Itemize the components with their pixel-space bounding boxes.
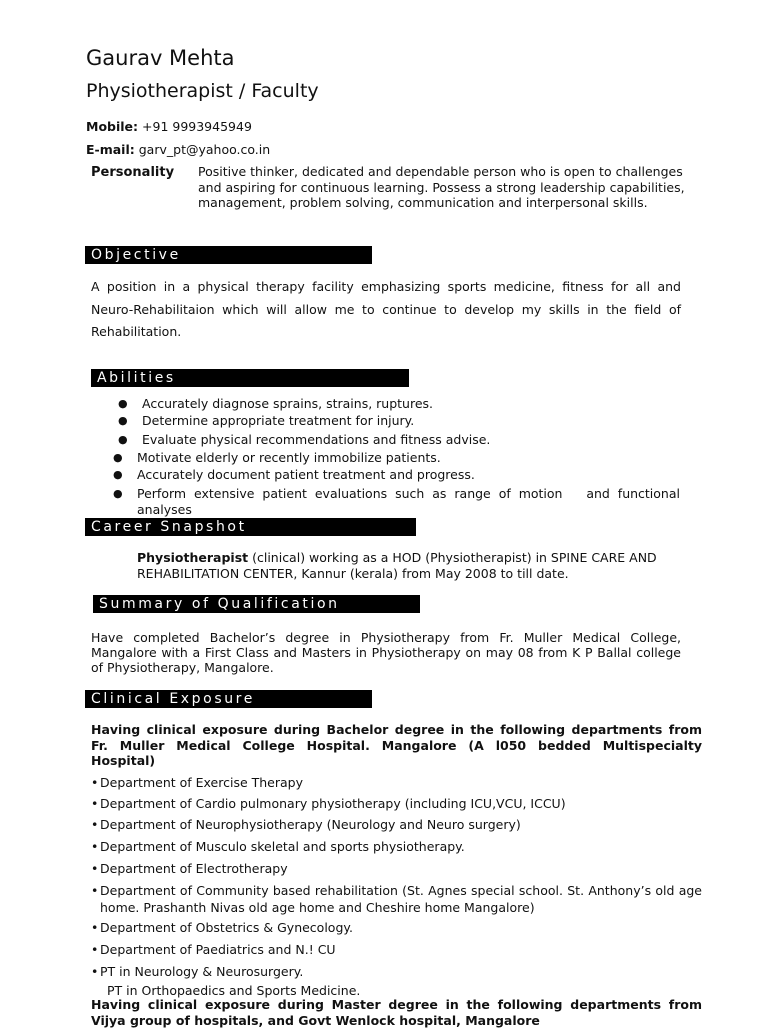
clinical-item: • Department of Cardio pulmonary physiotherapy (including ICU,VCU, ICCU) <box>91 796 566 811</box>
job-title: Physiotherapist / Faculty <box>86 80 319 102</box>
ability-item: Accurately document patient treatment and progress. <box>137 467 475 482</box>
mobile-label: Mobile: <box>86 119 139 134</box>
clinical-item: • Department of Paediatrics and N.! CU <box>91 942 336 957</box>
clinical-item: • Department of Electrotherapy <box>91 861 288 876</box>
bullet-icon: • <box>91 839 99 854</box>
mobile-line <box>86 119 252 134</box>
summary-text: Have completed Bachelor’s degree in Physiotherapy from Fr. Muller Medical College, Mangalore with a First Class and Masters in Physiotherapy on may 08 from K P Ballal college of Physiotherapy, Mangalore. <box>91 630 681 675</box>
clinical-heading: Clinical Exposure <box>85 690 372 708</box>
bullet-icon: ● <box>118 433 128 446</box>
bullet-icon: • <box>91 861 99 876</box>
clinical-item: • Department of Exercise Therapy <box>91 775 304 790</box>
clinical-bachelor-intro: Having clinical exposure during Bachelor degree in the following departments from Fr. Muller Medical College Hospital. Mangalore (A l050 bedded Multispecialty Hospital) <box>91 722 702 768</box>
abilities-heading: Abilities <box>91 369 409 387</box>
personality-label: Personality <box>91 165 175 180</box>
clinical-extra-line: PT in Orthopaedics and Sports Medicine. <box>107 983 361 998</box>
bullet-icon: ● <box>113 487 123 500</box>
candidate-name: Gaurav Mehta <box>86 46 235 70</box>
clinical-item: • PT in Neurology & Neurosurgery. <box>91 964 304 979</box>
bullet-icon: • <box>91 796 99 811</box>
mobile-number: +91 9993945949 <box>142 119 252 134</box>
career-heading: Career Snapshot <box>85 518 416 536</box>
objective-text: A position in a physical therapy facility emphasizing sports medicine, fitness for all and Neuro-Rehabilitaion which will allow me to continue to develop my skills in the field of Rehabilitation. <box>91 279 681 339</box>
objective-heading: Objective <box>85 246 372 264</box>
bullet-icon: • <box>91 920 99 935</box>
bullet-icon: ● <box>118 414 128 427</box>
bullet-icon: • <box>91 883 99 898</box>
email-address: garv_pt@yahoo.co.in <box>138 142 271 157</box>
career-details: (clinical) working as a HOD (Physiotherapist) in SPINE CARE AND REHABILITATION CENTER, Kannur (kerala) from May 2008 to till date. <box>137 550 657 581</box>
ability-item: Determine appropriate treatment for injury. <box>142 413 415 428</box>
summary-heading: Summary of Qualification <box>93 595 420 613</box>
ability-item: Perform extensive patient evaluations such as range of motion and functional <box>137 486 680 501</box>
ability-item: Motivate elderly or recently immobilize patients. <box>137 450 441 465</box>
career-role: Physiotherapist <box>137 550 249 565</box>
email-line <box>86 142 270 157</box>
personality-text: Positive thinker, dedicated and dependable person who is open to challenges and aspiring for continuous learning. Possess a strong leadership capabilities, management, problem solving, communication and interpersonal skills. <box>198 164 685 210</box>
clinical-master-intro: Having clinical exposure during Master degree in the following departments from Vijya group of hospitals, and Govt Wenlock hospital, Mangalore <box>91 997 702 1028</box>
clinical-item: • Department of Community based rehabilitation (St. Agnes special school. St. Anthony’s old age home. Prashanth Nivas old age home and Cheshire home Mangalore) <box>91 883 702 915</box>
bullet-icon: • <box>91 942 99 957</box>
ability-item: Accurately diagnose sprains, strains, ruptures. <box>142 396 434 411</box>
bullet-icon: • <box>91 775 99 790</box>
clinical-item: • Department of Musculo skeletal and sports physiotherapy. <box>91 839 465 854</box>
clinical-item: • Department of Neurophysiotherapy (Neurology and Neuro surgery) <box>91 817 521 832</box>
career-text <box>137 550 682 581</box>
bullet-icon: • <box>91 964 99 979</box>
email-label: E-mail: <box>86 142 135 157</box>
bullet-icon: ● <box>118 397 128 410</box>
bullet-icon: • <box>91 817 99 832</box>
bullet-icon: ● <box>113 468 123 481</box>
ability-item-continued: analyses <box>137 502 192 517</box>
ability-item: Evaluate physical recommendations and fitness advise. <box>142 432 491 447</box>
bullet-icon: ● <box>113 451 123 464</box>
clinical-item: • Department of Obstetrics & Gynecology. <box>91 920 353 935</box>
